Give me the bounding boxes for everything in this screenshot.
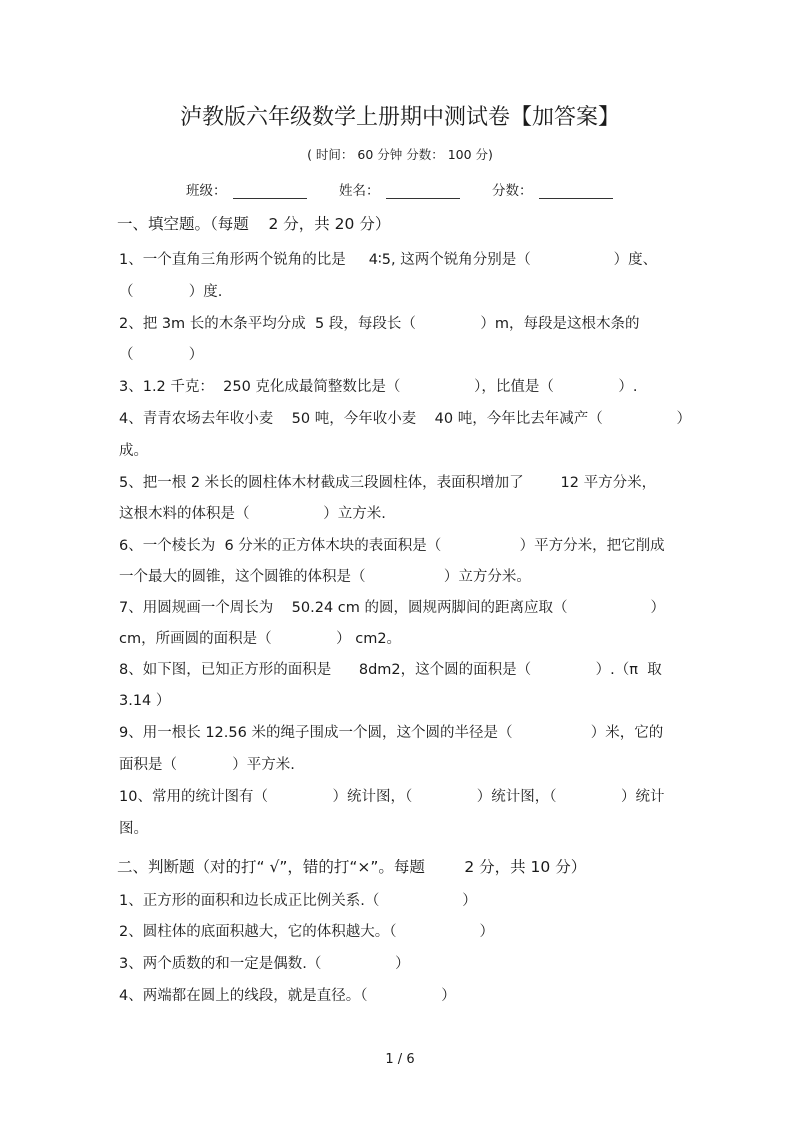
page-number: 1 / 6 xyxy=(385,1052,415,1067)
question-line: 5、把一根 2 米长的圆柱体木材截成三段圆柱体，表面积增加了 12 平方分米， xyxy=(119,475,657,491)
name-label: 姓名： xyxy=(339,183,380,199)
question-line: （ ）度. xyxy=(119,284,223,300)
question-line: 3.14 ） xyxy=(119,693,171,709)
exam-meta: ( 时间： 60 分钟 分数： 100 分) xyxy=(307,147,493,162)
question-line: 这根木料的体积是（ ）立方米. xyxy=(119,506,386,522)
section-heading: 一、填空题。（每题 2 分，共 20 分） xyxy=(117,215,391,233)
class-label: 班级： xyxy=(186,183,227,199)
question-line: 1、一个直角三角形两个锐角的比是 4∶5, 这两个锐角分别是（ ）度、 xyxy=(119,252,658,268)
question-line: 9、用一根长 12.56 米的绳子围成一个圆，这个圆的半径是（ ）米，它的 xyxy=(119,725,664,741)
question-line: 面积是（ ）平方米. xyxy=(119,757,295,773)
question-line: 一个最大的圆锥，这个圆锥的体积是（ ）立方分米。 xyxy=(119,569,531,585)
page-title: 泸教版六年级数学上册期中测试卷【加答案】 xyxy=(179,105,620,130)
score-blank xyxy=(539,197,613,199)
class-blank xyxy=(233,197,307,199)
question-line: 成。 xyxy=(119,443,148,459)
question-line: 10、常用的统计图有（ ）统计图，（ ）统计图，（ ）统计 xyxy=(119,789,665,805)
question-line: 6、一个棱长为 6 分米的正方体木块的表面积是（ ）平方分米，把它削成 xyxy=(119,538,665,554)
question-line: 2、把 3m 长的木条平均分成 5 段，每段长（ ）m，每段是这根木条的 xyxy=(119,316,640,332)
question-line: 7、用圆规画一个周长为 50.24 cm 的圆，圆规两脚间的距离应取（ ） xyxy=(119,600,665,616)
question-line: 4、两端都在圆上的线段，就是直径。（ ） xyxy=(119,988,456,1004)
score-label: 分数： xyxy=(492,183,533,199)
question-line: （ ） xyxy=(119,347,204,363)
question-line: 1、正方形的面积和边长成正比例关系.（ ） xyxy=(119,893,477,909)
question-line: 3、两个质数的和一定是偶数.（ ） xyxy=(119,956,410,972)
question-line: cm，所画圆的面积是（ ） cm2。 xyxy=(119,631,402,647)
question-line: 2、圆柱体的底面积越大，它的体积越大。（ ） xyxy=(119,924,494,940)
question-line: 图。 xyxy=(119,821,148,837)
name-blank xyxy=(386,197,460,199)
question-line: 3、1.2 千克： 250 克化成最简整数比是（ ），比值是（ ）. xyxy=(119,379,638,395)
section-heading: 二、判断题（对的打“ √”，错的打“×”。每题 2 分，共 10 分） xyxy=(117,858,587,876)
question-line: 4、青青农场去年收小麦 50 吨，今年收小麦 40 吨，今年比去年减产（ ） xyxy=(119,411,691,427)
question-line: 8、如下图，已知正方形的面积是 8dm2，这个圆的面积是（ ）.（π 取 xyxy=(119,662,662,678)
